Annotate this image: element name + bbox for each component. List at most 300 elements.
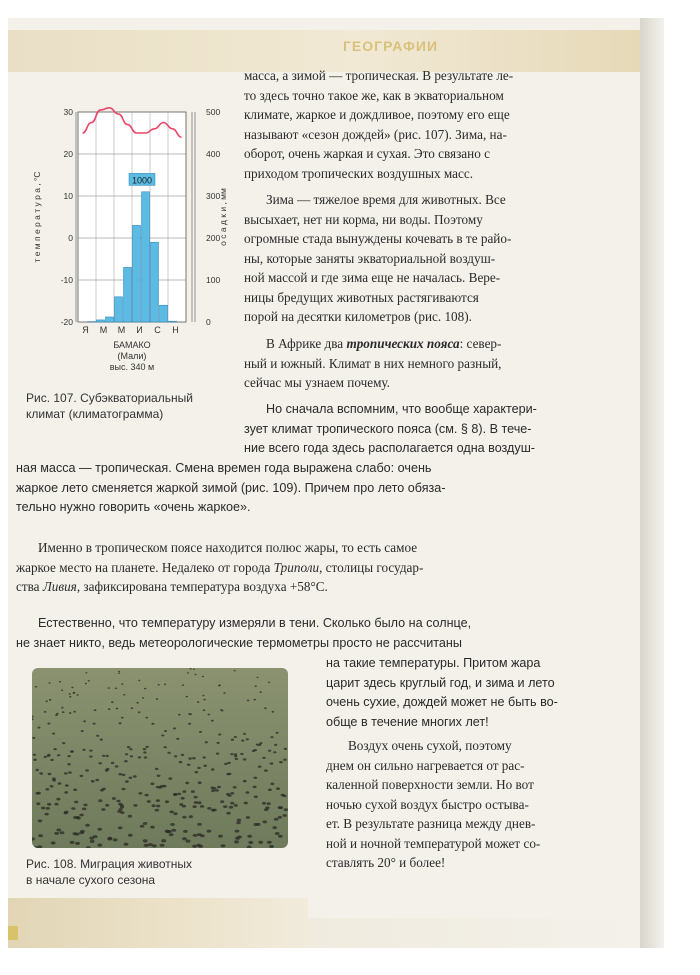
herd-animal xyxy=(58,782,62,785)
precip-bar xyxy=(151,242,159,322)
herd-animal xyxy=(193,669,195,670)
herd-animal xyxy=(270,762,274,764)
herd-animal xyxy=(127,746,130,748)
text-span: , столицы государ- xyxy=(319,559,424,575)
text-line: Но сначала вспомним, что вообще характери- xyxy=(266,402,537,416)
herd-animal xyxy=(82,808,86,811)
herd-animal xyxy=(176,738,179,740)
herd-animal xyxy=(69,712,72,714)
herd-animal xyxy=(98,799,102,802)
herd-animal xyxy=(185,782,189,785)
herd-animal xyxy=(258,744,261,746)
herd-animal xyxy=(52,777,56,780)
herd-animal xyxy=(229,806,233,809)
herd-animal xyxy=(192,757,196,759)
herd-animal xyxy=(207,830,212,833)
caption-line: Рис. 107. Субэкваториальный xyxy=(26,391,193,405)
herd-animal xyxy=(265,806,269,809)
figure-107-caption xyxy=(26,390,226,422)
herd-animal xyxy=(195,674,197,675)
herd-animal xyxy=(62,711,65,713)
herd-animal xyxy=(262,802,266,805)
city-tripoli: Триполи xyxy=(273,559,320,575)
text-line: жаркое лето сменяется жаркой зимой (рис. 109). Причем про лето обяза- xyxy=(16,480,446,495)
herd-animal xyxy=(54,803,58,806)
herd-animal xyxy=(247,700,250,702)
herd-animal xyxy=(50,759,54,761)
herd-animal xyxy=(56,829,61,832)
herd-animal xyxy=(93,723,96,725)
herd-animal xyxy=(46,807,50,810)
herd-animal xyxy=(64,772,68,774)
herd-animal xyxy=(48,682,50,684)
herd-animal xyxy=(203,756,206,758)
herd-animal xyxy=(125,780,129,783)
herd-animal xyxy=(198,781,202,784)
herd-animal xyxy=(138,680,140,682)
precip-bar xyxy=(115,297,123,322)
herd-animal xyxy=(259,691,261,693)
herd-animal xyxy=(161,734,164,736)
herd-animal xyxy=(164,684,166,686)
paragraph-6-cont xyxy=(326,654,636,732)
herd-animal xyxy=(108,687,110,689)
page-footer-fade xyxy=(308,918,640,948)
herd-animal xyxy=(121,683,123,685)
herd-animal xyxy=(136,702,139,704)
herd-animal xyxy=(90,840,95,843)
herd-animal xyxy=(64,791,68,794)
herd-animal xyxy=(47,754,50,756)
herd-animal xyxy=(118,803,122,806)
text-line: ночью сухой воздух быстро остыва- xyxy=(326,796,529,812)
herd-animal xyxy=(279,761,283,763)
herd-animal xyxy=(272,711,275,713)
text-line: очень сухие, дождей может не быть во- xyxy=(326,695,558,710)
herd-animal xyxy=(161,839,166,842)
y-tick-label-right: 200 xyxy=(206,233,221,243)
herd-animal xyxy=(283,759,287,761)
text-span: В Африке два xyxy=(266,336,347,351)
herd-animal xyxy=(47,803,51,806)
herd-animal xyxy=(138,756,141,758)
text-line: днем он сильно нагревается от рас- xyxy=(326,757,525,773)
herd-animal xyxy=(100,789,104,792)
herd-animal xyxy=(236,821,241,824)
herd-animal xyxy=(207,714,210,716)
text-line: Естественно, что температуру измеряли в тени. Сколько было на солнце, xyxy=(38,616,472,630)
precip-bar xyxy=(169,321,177,322)
herd-animal xyxy=(85,824,90,827)
herd-animal xyxy=(102,755,105,757)
y-tick-label-left: 20 xyxy=(63,149,73,159)
herd-animal xyxy=(224,763,228,765)
text-line: приходом тропических воздушных масс. xyxy=(244,165,474,181)
herd-animal xyxy=(113,838,118,841)
herd-animal xyxy=(128,815,132,818)
herd-animal xyxy=(144,844,149,847)
term-tropical-belts: тропических пояса xyxy=(346,336,460,351)
herd-animal xyxy=(215,789,219,792)
herd-animal xyxy=(142,697,144,699)
herd-animal xyxy=(145,794,149,797)
y-tick-label-left: 30 xyxy=(63,107,73,117)
herd-animal xyxy=(115,765,119,767)
herd-animal xyxy=(95,779,99,782)
herd-animal xyxy=(88,680,90,682)
herd-animal xyxy=(186,840,191,843)
station-label: (Мали) xyxy=(117,351,147,361)
herd-animal xyxy=(69,696,71,698)
herd-animal xyxy=(194,801,198,804)
herd-animal xyxy=(151,723,154,725)
data-label: 1000 xyxy=(131,175,153,186)
herd-animal xyxy=(108,708,111,710)
herd-animal xyxy=(33,754,36,756)
herd-animal xyxy=(57,754,60,756)
herd-animal xyxy=(143,751,146,753)
x-tick-label: Н xyxy=(172,325,179,335)
text-line: не знает никто, ведь метеорологические термометры просто не рассчитаны xyxy=(16,635,462,650)
precip-bar xyxy=(106,317,114,322)
herd-animal xyxy=(246,738,249,740)
herd-animal xyxy=(274,818,279,821)
herd-animal xyxy=(111,701,114,703)
herd-animal xyxy=(32,737,35,739)
herd-animal xyxy=(283,814,287,817)
herd-animal xyxy=(275,832,280,835)
herd-animal xyxy=(91,780,95,783)
herd-animal xyxy=(59,681,61,683)
herd-animal xyxy=(254,796,258,799)
herd-animal xyxy=(155,768,159,770)
herd-animal xyxy=(278,835,283,838)
herd-animal xyxy=(41,807,45,810)
herd-animal xyxy=(138,711,141,713)
herd-animal xyxy=(79,831,84,834)
herd-animal xyxy=(131,707,134,709)
herd-animal xyxy=(234,670,236,671)
herd-animal xyxy=(188,757,192,759)
herd-animal xyxy=(60,831,65,834)
x-tick-label: М xyxy=(99,325,108,335)
herd-animal xyxy=(284,808,288,811)
herd-animal xyxy=(129,748,132,750)
herd-animal xyxy=(112,797,116,800)
station-label: выс. 340 м xyxy=(109,362,155,372)
herd-animal xyxy=(197,767,201,769)
text-line: то здесь точно такое же, как в экваториальном xyxy=(244,87,504,103)
herd-animal xyxy=(83,720,86,722)
herd-animal xyxy=(258,766,262,768)
herd-animal xyxy=(199,731,202,733)
text-line: ный и южный. Климат в них немного разный, xyxy=(244,355,502,371)
herd-animal xyxy=(38,727,41,729)
herd-animal xyxy=(191,790,195,793)
herd-animal xyxy=(145,717,148,719)
y-tick-label-left: 10 xyxy=(63,191,73,201)
herd-animal xyxy=(234,804,238,807)
herd-animal xyxy=(223,692,225,694)
herd-animal xyxy=(76,694,78,696)
y-tick-label-right: 500 xyxy=(206,107,221,117)
herd-animal xyxy=(69,693,71,695)
text-line: ны, которые заняты экваториальной воздуш- xyxy=(244,250,496,266)
herd-animal xyxy=(82,749,85,751)
text-line: Зима — тяжелое время для животных. Все xyxy=(266,192,506,207)
herd-animal xyxy=(119,722,122,724)
herd-animal xyxy=(246,816,250,819)
herd-animal xyxy=(156,805,160,808)
herd-animal xyxy=(226,812,230,815)
herd-animal xyxy=(145,746,148,748)
paragraph-3 xyxy=(244,334,636,393)
text-line: называют «сезон дождей» (рис. 107). Зима, на- xyxy=(244,126,507,142)
herd-animal xyxy=(241,740,244,742)
herd-animal xyxy=(44,756,47,758)
text-line: Воздух очень сухой, поэтому xyxy=(348,738,512,753)
herd-animal xyxy=(70,751,73,753)
herd-animal xyxy=(147,800,151,803)
herd-animal xyxy=(62,742,65,744)
text-line: зует климат тропического пояса (см. § 8). В тече- xyxy=(244,421,532,436)
herd-animal xyxy=(67,763,71,765)
herd-animal xyxy=(217,742,220,744)
herd-animal xyxy=(118,671,120,672)
herd-animal xyxy=(89,756,92,758)
herd-animal xyxy=(155,809,159,812)
herd-animal xyxy=(67,755,70,757)
herd-animal xyxy=(122,788,126,791)
herd-animal xyxy=(252,750,255,752)
herd-animal xyxy=(76,817,81,820)
herd-animal xyxy=(218,734,221,736)
herd-animal xyxy=(85,769,89,771)
herd-animal xyxy=(118,826,123,829)
herd-animal xyxy=(75,842,80,845)
herd-animal xyxy=(35,769,39,771)
herd-animal xyxy=(212,809,216,812)
herd-animal xyxy=(174,755,177,757)
text-line: ет. В результате разница между днев- xyxy=(326,816,536,831)
herd-animal xyxy=(105,804,109,807)
herd-animal xyxy=(150,826,155,829)
text-line: каленной поверхности земли. Но вот xyxy=(326,777,534,792)
herd-animal xyxy=(118,773,122,775)
herd-animal xyxy=(173,793,177,796)
y-tick-label-left: -20 xyxy=(60,317,73,327)
herd-animal xyxy=(89,750,92,752)
herd-animal xyxy=(116,708,119,710)
herd-animal xyxy=(234,736,237,738)
herd-animal xyxy=(97,844,102,847)
herd-animal xyxy=(170,823,175,826)
herd-animal xyxy=(267,802,271,805)
text-line: ставлять 20° и более! xyxy=(326,855,446,870)
herd-animal xyxy=(235,758,239,760)
herd-animal xyxy=(243,780,247,783)
herd-animal xyxy=(197,833,202,836)
x-tick-label: М xyxy=(117,325,126,335)
y-tick-label-right: 100 xyxy=(206,275,221,285)
text-line: масса, а зимой — тропическая. В результате ле- xyxy=(244,68,514,83)
herd-animal xyxy=(122,774,126,776)
herd-animal xyxy=(157,775,161,777)
herd-animal xyxy=(230,753,233,755)
herd-animal xyxy=(44,711,47,713)
herd-animal xyxy=(124,843,129,846)
herd-animal xyxy=(243,733,246,735)
herd-animal xyxy=(50,785,54,788)
herd-animal xyxy=(263,820,268,823)
herd-animal xyxy=(259,742,262,744)
herd-animal xyxy=(183,830,188,833)
paragraph-6 xyxy=(16,614,636,653)
herd-animal xyxy=(45,700,48,702)
herd-animal xyxy=(45,788,49,791)
herd-animal xyxy=(197,701,200,703)
herd-animal xyxy=(73,711,76,713)
herd-animal xyxy=(160,844,165,847)
herd-animal xyxy=(223,805,227,808)
herd-animal xyxy=(156,799,160,802)
herd-animal xyxy=(51,841,56,844)
herd-animal xyxy=(248,841,253,844)
herd-animal xyxy=(89,837,94,840)
herd-animal xyxy=(202,676,204,677)
herd-animal xyxy=(267,841,272,844)
herd-animal xyxy=(262,757,265,759)
herd-animal xyxy=(73,789,77,792)
herd-animal xyxy=(123,694,125,696)
herd-animal xyxy=(253,786,257,789)
herd-animal xyxy=(182,837,187,840)
herd-animal xyxy=(37,792,41,795)
herd-animal xyxy=(61,707,64,709)
herd-animal xyxy=(164,746,167,748)
herd-animal xyxy=(211,768,215,770)
precip-bar xyxy=(142,192,150,322)
herd-animal xyxy=(143,748,146,750)
text-line: огромные стада вынуждены кочевать в те райо- xyxy=(244,231,512,246)
herd-animal xyxy=(85,683,87,685)
herd-animal xyxy=(213,787,217,790)
herd-animal xyxy=(270,783,274,786)
herd-animal xyxy=(233,786,237,789)
herd-animal xyxy=(168,777,172,780)
text-line: Именно в тропическом поясе находится полюс жары, то есть самое xyxy=(38,540,418,555)
herd-animal xyxy=(268,682,270,684)
herd-animal xyxy=(237,819,242,822)
herd-animal xyxy=(268,750,271,752)
herd-animal xyxy=(115,688,117,690)
herd-animal xyxy=(240,753,243,755)
herd-animal xyxy=(45,813,49,816)
text-line: порой на десятки километров (рис. 108). xyxy=(244,309,472,324)
herd-animal xyxy=(200,805,204,808)
herd-animal xyxy=(98,762,102,764)
herd-animal xyxy=(156,698,159,700)
x-tick-label: И xyxy=(136,325,143,335)
y-axis-title-right: о с а д к и , мм xyxy=(218,188,228,246)
herd-animal xyxy=(80,775,84,777)
herd-animal xyxy=(71,807,75,810)
herd-animal xyxy=(118,673,120,674)
herd-animal xyxy=(177,793,181,796)
herd-animal xyxy=(170,811,174,814)
herd-animal xyxy=(138,792,142,795)
herd-animal xyxy=(220,709,223,711)
herd-animal xyxy=(217,786,221,789)
herd-animal xyxy=(245,791,249,794)
herd-animal xyxy=(211,720,214,722)
text-line: царит здесь круглый год, и зима и лето xyxy=(326,675,555,690)
herd-animal xyxy=(128,834,133,837)
herd-animal xyxy=(54,832,59,835)
herd-animal xyxy=(270,736,273,738)
country-libya: Ливия xyxy=(42,579,77,594)
y-tick-label-right: 0 xyxy=(206,317,211,327)
text-line: ние всего года здесь располагается одна воздуш- xyxy=(244,441,536,456)
herd-animal xyxy=(181,797,185,800)
y-tick-label-right: 300 xyxy=(206,191,221,201)
herd-animal xyxy=(231,739,234,741)
herd-animal xyxy=(197,823,202,826)
herd-animal xyxy=(235,830,240,833)
herd-animal xyxy=(282,795,286,798)
herd-animal xyxy=(74,801,78,804)
y-tick-label-right: 400 xyxy=(206,149,221,159)
herd-animal xyxy=(186,696,188,698)
herd-animal xyxy=(39,772,43,774)
herd-animal xyxy=(182,684,184,686)
herd-animal xyxy=(203,709,206,711)
herd-animal xyxy=(111,762,115,764)
herd-animal xyxy=(125,753,128,755)
paragraph-7 xyxy=(326,736,636,873)
herd-animal xyxy=(272,826,277,829)
herd-animal xyxy=(178,714,181,716)
herd-animal xyxy=(179,761,183,763)
herd-animal xyxy=(85,672,87,673)
herd-animal xyxy=(38,819,43,822)
herd-animal xyxy=(47,723,50,725)
herd-animal xyxy=(182,816,186,819)
herd-animal xyxy=(187,672,189,673)
caption-line: климат (климатограмма) xyxy=(26,407,164,421)
herd-animal xyxy=(207,807,211,810)
herd-animal xyxy=(182,790,186,793)
herd-animal xyxy=(173,812,177,815)
herd-animal xyxy=(152,804,156,807)
herd-animal xyxy=(254,699,257,701)
herd-animal xyxy=(255,685,257,687)
precip-bar xyxy=(160,305,168,322)
herd-animal xyxy=(144,756,147,758)
herd-animal xyxy=(189,713,192,715)
herd-animal xyxy=(106,755,109,757)
herd-animal xyxy=(192,805,196,808)
herd-animal xyxy=(218,685,220,687)
herd-animal xyxy=(65,784,69,787)
text-span: ства xyxy=(16,579,43,594)
text-line: на такие температуры. Притом жара xyxy=(326,656,541,670)
herd-animal xyxy=(48,773,52,775)
text-line xyxy=(16,577,636,597)
herd-animal xyxy=(205,741,208,743)
animal-migration-photo xyxy=(32,668,288,848)
y-tick-label-left: -10 xyxy=(60,275,73,285)
